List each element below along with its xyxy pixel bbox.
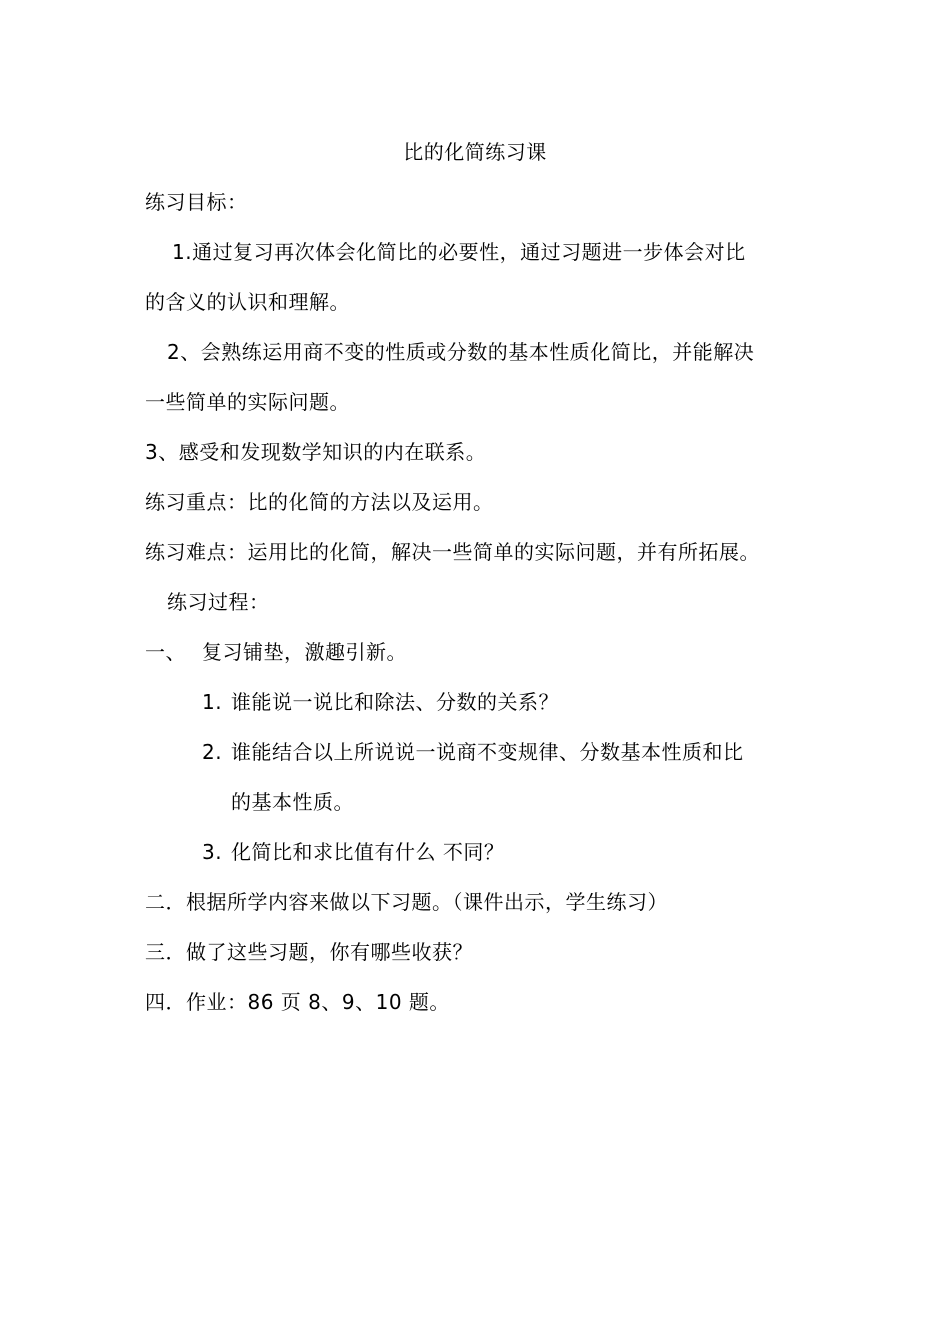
difficulty: 练习难点：运用比的化简，解决一些简单的实际问题，并有所拓展。 <box>145 540 760 564</box>
process-heading: 练习过程： <box>167 590 270 614</box>
objective-1-line-1: 1.通过复习再次体会化简比的必要性，通过习题进一步体会对比 <box>172 240 746 264</box>
document-title: 比的化简练习课 <box>403 140 547 164</box>
section-1-item-3-number: 3. <box>202 840 223 864</box>
objective-2-line-1: 2、会熟练运用商不变的性质或分数的基本性质化简比，并能解决 <box>167 340 755 364</box>
section-1-item-3: 化简比和求比值有什么 不同？ <box>231 840 505 864</box>
objective-3: 3、感受和发现数学知识的内在联系。 <box>145 440 487 464</box>
objective-1-line-2: 的含义的认识和理解。 <box>145 290 350 314</box>
section-1-text: 复习铺垫，激趣引新。 <box>202 640 407 664</box>
section-1-marker: 一、 <box>145 640 186 664</box>
objective-2-line-2: 一些简单的实际问题。 <box>145 390 350 414</box>
section-1-item-1-number: 1. <box>202 690 223 714</box>
objectives-heading: 练习目标： <box>145 190 248 214</box>
section-1-item-1: 谁能说一说比和除法、分数的关系？ <box>231 690 559 714</box>
section-1-item-2-number: 2. <box>202 740 223 764</box>
section-1-item-2-line-1: 谁能结合以上所说说一说商不变规律、分数基本性质和比 <box>231 740 744 764</box>
section-4: 四．作业：86 页 8、9、10 题。 <box>145 990 450 1014</box>
key-point: 练习重点：比的化简的方法以及运用。 <box>145 490 494 514</box>
section-2: 二．根据所学内容来做以下习题。（课件出示，学生练习） <box>145 890 668 914</box>
section-3: 三．做了这些习题，你有哪些收获？ <box>145 940 473 964</box>
section-1-item-2-line-2: 的基本性质。 <box>231 790 354 814</box>
